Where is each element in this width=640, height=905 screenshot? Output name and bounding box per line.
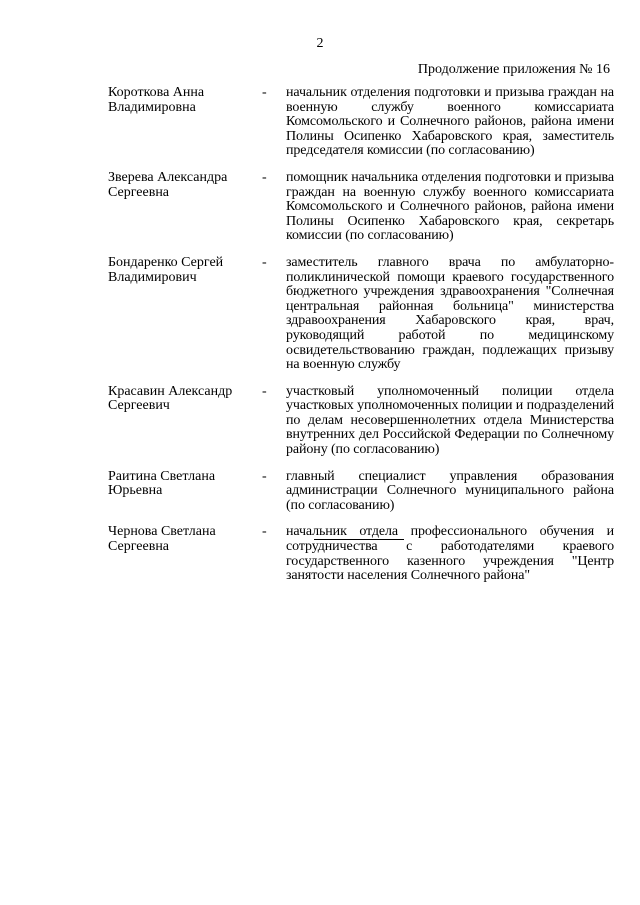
- member-dash: -: [262, 254, 267, 270]
- member-dash: -: [262, 524, 267, 540]
- member-dash: -: [262, 85, 267, 100]
- member-entry: [108, 256, 614, 373]
- member-name: Раитина Светлана Юрьевна: [108, 468, 216, 499]
- member-entry: [108, 86, 614, 159]
- member-position: главный специалист управления образования администрации Солнечного муниципального района (по согласованию): [286, 468, 614, 513]
- member-position: участковый уполномоченный полиции отдела участковых уполномоченных полиции и подразделений по делам несовершеннолетних отдела Министерства внутренних дел Российской Федерации по Солнечному району (по согласованию): [286, 383, 614, 458]
- page-number: 2: [316, 36, 324, 51]
- member-dash: -: [262, 169, 267, 185]
- member-name: Короткова Анна Владимировна: [108, 85, 205, 115]
- member-position: начальник отдела профессионального обучения и сотрудничества с работодателями краевого государственного казенного учреждения "Центр занятости населения Солнечного района": [286, 524, 614, 584]
- member-entry: [108, 470, 614, 514]
- member-name: Красавин Александр Сергеевич: [108, 383, 233, 414]
- member-dash: -: [262, 468, 267, 484]
- commission-members-list: [108, 86, 614, 596]
- member-position: заместитель главного врача по амбулаторно-поликлинической помощи краевого государственного бюджетного учреждения здравоохранения "Солнечная центральная районная больница" министерства здравоохранения Хабаровского края, врач, руководящий работой по медицинскому освидетельствованию граждан, подлежащих призыву на военную службу: [286, 254, 614, 373]
- closing-divider-line: [314, 539, 404, 540]
- member-entry: [108, 171, 614, 244]
- member-name: Чернова Светлана Сергеевна: [108, 524, 216, 555]
- member-position: помощник начальника отделения подготовки и призыва граждан на военную службу военного комиссариата Комсомольского и Солнечного районов, района имени Полины Осипенко Хабаровского края, секретарь комиссии (по согласованию): [286, 169, 614, 244]
- member-dash: -: [262, 383, 267, 399]
- appendix-continuation-label: Продолжение приложения № 16: [417, 62, 610, 77]
- member-position: начальник отделения подготовки и призыва граждан на военную службу военного комиссариата Комсомольского и Солнечного районов, района имени Полины Осипенко Хабаровского края, заместитель председателя комиссии (по согласованию): [286, 85, 614, 159]
- member-name: Бондаренко Сергей Владимирович: [108, 254, 224, 285]
- member-entry: [108, 525, 614, 583]
- member-entry: [108, 385, 614, 458]
- member-name: Зверева Александра Сергеевна: [108, 169, 228, 200]
